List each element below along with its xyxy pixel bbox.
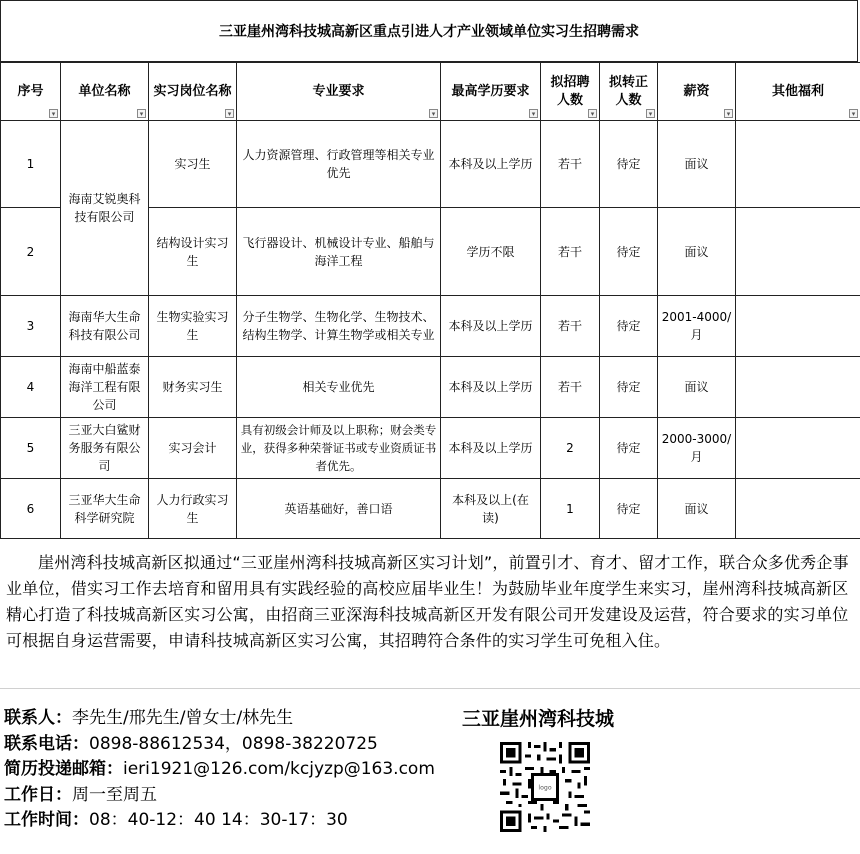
cell-major[interactable]: 相关专业优先 <box>237 357 441 418</box>
header-seq: 序号 ▾ <box>1 63 61 121</box>
filter-dropdown-icon[interactable]: ▾ <box>588 109 597 118</box>
cell-planned[interactable]: 2 <box>541 418 600 479</box>
cell-seq[interactable]: 4 <box>1 357 61 418</box>
cell-education[interactable]: 学历不限 <box>441 208 541 296</box>
cell-regular[interactable]: 待定 <box>600 357 658 418</box>
cell-company[interactable]: 三亚大白鲨财务服务有限公司 <box>61 418 149 479</box>
cell-salary[interactable]: 2001-4000/月 <box>658 296 736 357</box>
cell-major[interactable]: 具有初级会计师及以上职称；财会类专业，获得多种荣誉证书或专业资质证书者优先。 <box>237 418 441 479</box>
cell-position[interactable]: 实习生 <box>149 121 237 208</box>
contact-email: 简历投递邮箱：ieri1921@126.com/kcjyzp@163.com <box>4 759 435 779</box>
filter-dropdown-icon[interactable]: ▾ <box>225 109 234 118</box>
header-education: 最高学历要求 ▾ <box>441 63 541 121</box>
cell-position[interactable]: 结构设计实习生 <box>149 208 237 296</box>
cell-major[interactable]: 人力资源管理、行政管理等相关专业优先 <box>237 121 441 208</box>
cell-major[interactable]: 分子生物学、生物化学、生物技术、结构生物学、计算生物学或相关专业 <box>237 296 441 357</box>
cell-education[interactable]: 本科及以上学历 <box>441 357 541 418</box>
filter-dropdown-icon[interactable]: ▾ <box>429 109 438 118</box>
cell-planned[interactable]: 若干 <box>541 296 600 357</box>
recruitment-table <box>0 62 860 539</box>
filter-dropdown-icon[interactable]: ▾ <box>529 109 538 118</box>
cell-company[interactable]: 海南中船蓝泰海洋工程有限公司 <box>61 357 149 418</box>
cell-company[interactable]: 海南艾锐奥科技有限公司 <box>61 121 149 296</box>
brand-name: 三亚崖州湾科技城 <box>462 708 615 730</box>
cell-seq[interactable]: 1 <box>1 121 61 208</box>
cell-benefits[interactable] <box>736 208 860 296</box>
filter-dropdown-icon[interactable]: ▾ <box>137 109 146 118</box>
cell-regular[interactable]: 待定 <box>600 296 658 357</box>
cell-planned[interactable]: 若干 <box>541 208 600 296</box>
cell-benefits[interactable] <box>736 296 860 357</box>
cell-planned[interactable]: 1 <box>541 479 600 539</box>
table-row <box>1 296 860 357</box>
cell-position[interactable]: 实习会计 <box>149 418 237 479</box>
cell-benefits[interactable] <box>736 357 860 418</box>
intro-paragraph: 崖州湾科技城高新区拟通过“三亚崖州湾科技城高新区实习计划”，前置引才、育才、留才工作，联合众多优秀企事业单位，借实习工作去培育和留用具有实践经验的高校应届毕业生！为鼓励毕业年度学生来实习，崖州湾科技城高新区精心打造了科技城高新区实习公寓，由招商三亚深海科技城高新区开发有限公司开发建设及运营，符合要求的实习单位可根据自身运营需要，申请科技城高新区实习公寓，其招聘符合条件的实习学生可免租入住。 <box>6 553 849 650</box>
cell-benefits[interactable] <box>736 418 860 479</box>
section-divider <box>0 688 860 689</box>
cell-seq[interactable]: 2 <box>1 208 61 296</box>
header-company: 单位名称 ▾ <box>61 63 149 121</box>
qr-code-icon <box>500 742 590 832</box>
cell-salary[interactable]: 面议 <box>658 479 736 539</box>
contact-workday: 工作日：周一至周五 <box>4 784 157 805</box>
filter-dropdown-icon[interactable]: ▾ <box>646 109 655 118</box>
cell-position[interactable]: 生物实验实习生 <box>149 296 237 357</box>
sheet-title: 三亚崖州湾科技城高新区重点引进人才产业领域单位实习生招聘需求 <box>0 0 858 62</box>
filter-dropdown-icon[interactable]: ▾ <box>724 109 733 118</box>
contact-worktime: 工作时间：08：40-12：40 14：30-17：30 <box>4 810 348 830</box>
header-salary: 薪资 ▾ <box>658 63 736 121</box>
cell-regular[interactable]: 待定 <box>600 418 658 479</box>
cell-benefits[interactable] <box>736 121 860 208</box>
contact-person: 联系人：李先生/邢先生/曾女士/林先生 <box>4 708 294 728</box>
cell-education[interactable]: 本科及以上学历 <box>441 296 541 357</box>
cell-education[interactable]: 本科及以上学历 <box>441 418 541 479</box>
cell-seq[interactable]: 3 <box>1 296 61 357</box>
cell-regular[interactable]: 待定 <box>600 479 658 539</box>
header-major: 专业要求 ▾ <box>237 63 441 121</box>
cell-salary[interactable]: 2000-3000/月 <box>658 418 736 479</box>
cell-position[interactable]: 财务实习生 <box>149 357 237 418</box>
cell-education[interactable]: 本科及以上(在读) <box>441 479 541 539</box>
header-planned: 拟招聘 人数 ▾ <box>541 63 600 121</box>
svg-text:logo: logo <box>538 784 552 792</box>
cell-salary[interactable]: 面议 <box>658 121 736 208</box>
table-row <box>1 357 860 418</box>
cell-salary[interactable]: 面议 <box>658 357 736 418</box>
cell-salary[interactable]: 面议 <box>658 208 736 296</box>
cell-major[interactable]: 飞行器设计、机械设计专业、船舶与海洋工程 <box>237 208 441 296</box>
cell-company[interactable]: 海南华大生命科技有限公司 <box>61 296 149 357</box>
cell-position[interactable]: 人力行政实习生 <box>149 479 237 539</box>
header-row <box>1 63 860 121</box>
filter-dropdown-icon[interactable]: ▾ <box>49 109 58 118</box>
contact-phone: 联系电话：0898-88612534，0898-38220725 <box>4 733 378 754</box>
cell-regular[interactable]: 待定 <box>600 208 658 296</box>
cell-education[interactable]: 本科及以上学历 <box>441 121 541 208</box>
cell-planned[interactable]: 若干 <box>541 121 600 208</box>
header-position: 实习岗位名称 ▾ <box>149 63 237 121</box>
table-row <box>1 121 860 208</box>
cell-benefits[interactable] <box>736 479 860 539</box>
cell-company[interactable]: 三亚华大生命科学研究院 <box>61 479 149 539</box>
header-benefits: 其他福利 ▾ <box>736 63 860 121</box>
header-regular: 拟转正 人数 ▾ <box>600 63 658 121</box>
cell-regular[interactable]: 待定 <box>600 121 658 208</box>
contact-block <box>4 706 435 834</box>
cell-planned[interactable]: 若干 <box>541 357 600 418</box>
table-row <box>1 418 860 479</box>
table-row <box>1 479 860 539</box>
cell-seq[interactable]: 5 <box>1 418 61 479</box>
cell-seq[interactable]: 6 <box>1 479 61 539</box>
cell-major[interactable]: 英语基础好，善口语 <box>237 479 441 539</box>
filter-dropdown-icon[interactable]: ▾ <box>849 109 858 118</box>
